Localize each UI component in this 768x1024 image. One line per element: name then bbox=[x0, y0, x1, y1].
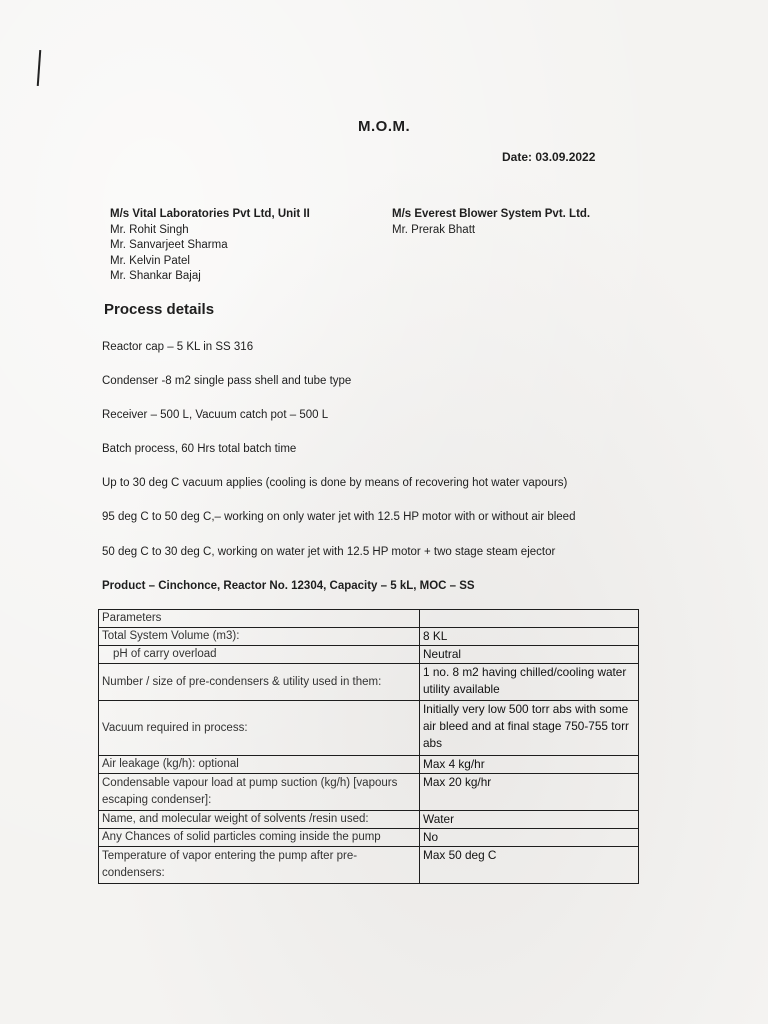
param-label: Any Chances of solid particles coming inside the pump bbox=[99, 829, 420, 847]
table-header-row bbox=[99, 610, 639, 628]
process-line: Up to 30 deg C vacuum applies (cooling is done by means of recovering hot water vapours) bbox=[102, 477, 568, 489]
process-line: 50 deg C to 30 deg C, working on water jet with 12.5 HP motor + two stage steam ejector bbox=[102, 546, 556, 558]
party-right-company: M/s Everest Blower System Pvt. Ltd. bbox=[392, 208, 591, 220]
param-label: Total System Volume (m3): bbox=[99, 628, 420, 646]
pen-mark bbox=[37, 50, 42, 86]
param-value: Max 4 kg/hr bbox=[420, 756, 639, 774]
table-row bbox=[99, 756, 639, 774]
param-value: Initially very low 500 torr abs with some air bleed and at final stage 750-755 torr abs bbox=[420, 701, 639, 756]
party-everest-blower bbox=[392, 207, 590, 238]
process-line: Receiver – 500 L, Vacuum catch pot – 500 L bbox=[102, 409, 329, 421]
attendee: Mr. Prerak Bhatt bbox=[392, 223, 476, 236]
param-label: Name, and molecular weight of solvents /resin used: bbox=[99, 811, 420, 829]
attendee: Mr. Rohit Singh bbox=[110, 223, 189, 236]
table-row bbox=[99, 664, 639, 701]
product-line: Product – Cinchonce, Reactor No. 12304, Capacity – 5 kL, MOC – SS bbox=[102, 580, 475, 592]
document-title: M.O.M. bbox=[358, 118, 411, 135]
table-header: Parameters bbox=[99, 610, 420, 628]
party-vital-laboratories bbox=[110, 207, 310, 285]
party-left-company: M/s Vital Laboratories Pvt Ltd, Unit II bbox=[110, 208, 310, 220]
table-header-blank bbox=[420, 610, 639, 628]
table-row bbox=[99, 829, 639, 847]
table-row bbox=[99, 847, 639, 884]
process-line: Reactor cap – 5 KL in SS 316 bbox=[102, 341, 254, 353]
meeting-date: Date: 03.09.2022 bbox=[502, 150, 596, 164]
table-row bbox=[99, 774, 639, 811]
param-label: Temperature of vapor entering the pump after pre-condensers: bbox=[99, 847, 420, 884]
process-line: Condenser -8 m2 single pass shell and tube type bbox=[102, 375, 352, 387]
param-value: Max 50 deg C bbox=[420, 847, 639, 884]
param-value: No bbox=[420, 829, 639, 847]
table-row bbox=[99, 811, 639, 829]
table-row bbox=[99, 701, 639, 756]
table-row bbox=[99, 646, 639, 664]
attendee: Mr. Sanvarjeet Sharma bbox=[110, 239, 228, 251]
param-value: Neutral bbox=[420, 646, 639, 664]
param-value: 1 no. 8 m2 having chilled/cooling water utility available bbox=[420, 664, 639, 701]
param-label: Condensable vapour load at pump suction (kg/h) [vapours escaping condenser]: bbox=[99, 774, 420, 811]
parameters-table bbox=[98, 609, 639, 884]
process-line: 95 deg C to 50 deg C,– working on only water jet with 12.5 HP motor with or without air bleed bbox=[102, 511, 576, 523]
param-label: Air leakage (kg/h): optional bbox=[99, 756, 420, 774]
process-line: Batch process, 60 Hrs total batch time bbox=[102, 443, 297, 455]
table-row bbox=[99, 628, 639, 646]
param-value: Water bbox=[420, 811, 639, 829]
param-label: pH of carry overload bbox=[99, 646, 420, 664]
param-label: Number / size of pre-condensers & utility used in them: bbox=[99, 664, 420, 701]
attendee: Mr. Shankar Bajaj bbox=[110, 270, 201, 282]
param-value: 8 KL bbox=[420, 628, 639, 646]
param-value: Max 20 kg/hr bbox=[420, 774, 639, 811]
param-label: Vacuum required in process: bbox=[99, 701, 420, 756]
attendee: Mr. Kelvin Patel bbox=[110, 254, 190, 267]
section-title: Process details bbox=[104, 301, 215, 318]
